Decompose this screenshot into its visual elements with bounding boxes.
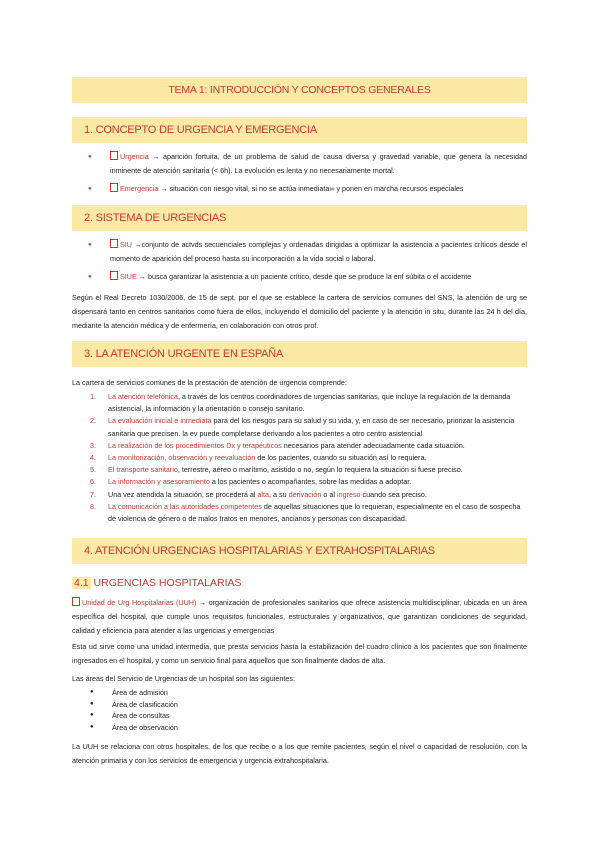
definition-text: → situación con riesgo vital, si no se actúa inmediata∞ y ponen en marcha recursos especiales	[158, 184, 464, 193]
term-uuh: Unidad de Urg Hospitalarias (UUH)	[82, 598, 197, 607]
item-highlight: La atención telefónica	[108, 392, 178, 401]
list-item	[72, 238, 527, 266]
uuh-definition	[72, 596, 527, 638]
definition-text: → organización de profesionales sanitarios que ofrece asistencia multidisciplinar, ubicada en un área específica del hospital, que cumple unos requisitos funcionales, estructurales y organizativos, que garantizan condiciones de seguridad, calidad y eficiencia para atender a las urgencias y emergencias	[72, 598, 527, 635]
item-number: 6.	[90, 477, 96, 487]
list-item	[72, 464, 527, 476]
uuh-paragraph-1: Esta ud sirve como una unidad intermedia, que presta servicios hasta la estabilización del cuadro clínico a los pacientes que son finalmente ingresados en el hospital, y como un servicio final para aquellos que son finalmente dados de alta.	[72, 642, 527, 665]
item-text: cuando sea preciso.	[360, 489, 427, 499]
item-highlight: La evaluación inicial e inmediata	[108, 416, 212, 426]
item-number: 1.	[90, 392, 96, 401]
list-item: ● Área de admisión	[72, 687, 178, 699]
areas-list	[72, 687, 178, 733]
definition-text: → busca garantizar la asistencia a un paciente crítico, desde que se produce la enf súbita o el accidente	[136, 272, 472, 281]
definition-text: → aparición fortuita, de un problema de salud de causa diversa y gravedad variable, que genera la necesidad inminente de atención sanitaria (< 6h). La evolución es lenta y no necesariamente mortal.	[110, 152, 527, 175]
list-item	[72, 476, 527, 488]
section-1-heading: 1. CONCEPTO DE URGENCIA Y EMERGENCIA	[72, 117, 527, 143]
document-title: TEMA 1: INTRODUCCIÓN Y CONCEPTOS GENERALES	[72, 77, 527, 103]
item-highlight: derivación	[288, 489, 322, 499]
list-item	[72, 440, 527, 452]
item-number: 7.	[90, 489, 96, 499]
section-2-list	[72, 238, 527, 288]
item-text: a los pacientes o acompañantes, sobre las medidas a adoptar.	[209, 477, 412, 487]
term-siue: SIUE	[120, 272, 137, 281]
checkbox-icon	[72, 597, 80, 606]
subsection-title: URGENCIAS HOSPITALARIAS	[90, 577, 242, 589]
item-text: , a través de los centros coordinadores de urgencias sanitarias, que incluye la regulación de la demanda asistencial, la información y la orientación o consejo sanitario.	[108, 392, 511, 414]
subsection-number: 4.1	[74, 577, 89, 589]
real-decreto-paragraph: Según el Real Decreto 1030/2006, de 15 de sept, por el que se establece la cartera de servicios comunes del SNS, la atención de urg se dispensará tanto en centros sanitarios como fuera de ellos, incluyendo el domicilio del paciente y la atención in situ, durante las 24 h del día, mediante la atención médica y de enfermería, en colaboración con otros prof.	[72, 293, 527, 330]
section-2-heading: 2. SISTEMA DE URGENCIAS	[72, 205, 527, 231]
item-number: 4.	[90, 453, 96, 463]
item-text: , a su	[269, 489, 289, 499]
item-highlight: La realización de los procedimientos Dx y terapéuticos	[108, 440, 282, 450]
list-item	[72, 150, 527, 178]
checkbox-icon	[110, 151, 118, 160]
checkbox-icon	[110, 239, 118, 248]
list-item: ● Área de observación	[72, 722, 178, 734]
item-text: , terrestre, aéreo o marítimo, asistido o no, según lo requiera la situación si fuese preciso.	[177, 465, 463, 475]
item-text: Una vez atendida la situación, se procederá al	[108, 489, 258, 499]
item-text: de aquellas situaciones que lo requieran, especialmente en el caso de sospecha de violencia de género o de malos tratos en menores, ancianos y personas con discapacidad.	[108, 501, 521, 524]
term-urgencia: Urgencia	[120, 152, 149, 161]
checkbox-icon	[110, 271, 118, 280]
term-emergencia: Emergencia	[120, 184, 159, 193]
list-item	[72, 270, 527, 284]
item-highlight: ingreso	[336, 489, 361, 499]
subsection-4-1-heading	[72, 575, 242, 591]
term-siu: SIU	[120, 240, 132, 249]
item-number: 8.	[90, 501, 96, 511]
list-item	[72, 391, 527, 415]
list-item: ● Área de clasificación	[72, 699, 178, 711]
item-text: para del los riesgos para su salud y su vida, y, en caso de ser necesario, priorizar la asistencia sanitaria que precisen. la ev puede completarse derivando a los pacientes a otro centro asistencial	[108, 416, 515, 438]
item-text: de los pacientes, cuando su situación así lo requiera.	[255, 453, 427, 463]
item-highlight: La monitorización, observación y reevaluación	[108, 453, 256, 463]
services-list	[72, 391, 527, 525]
list-item	[72, 415, 527, 439]
list-item: ● Área de consultas	[72, 710, 178, 722]
item-highlight: El transporte sanitario	[108, 465, 178, 475]
item-text: necesarios para atender adecuadamente cada situación.	[281, 440, 465, 450]
uuh-paragraph-3: La UUH se relaciona con otros hospitales, de los que recibe o a los que remite pacientes, según el nivel o capacidad de resolución, con la atención primaria y con los servicios de emergencia y urgencia extrahospitalaria.	[72, 742, 527, 765]
item-number: 2.	[90, 416, 96, 426]
item-number: 3.	[90, 440, 96, 450]
list-item	[72, 182, 527, 196]
item-text: o al	[321, 489, 337, 499]
section-3-intro: La cartera de servicios comunes de la prestación de atención de urgencia comprende:	[72, 378, 347, 387]
item-highlight: alta	[257, 489, 270, 499]
list-item	[72, 452, 527, 464]
list-item	[72, 501, 527, 525]
item-highlight: La comunicación a las autoridades competentes	[108, 501, 262, 511]
uuh-paragraph-2: Las áreas del Servicio de Urgencias de un hospital son las siguientes:	[72, 674, 295, 683]
section-4-heading: 4. ATENCIÓN URGENCIAS HOSPITALARIAS Y EXTRAHOSPITALARIAS	[72, 538, 527, 564]
item-highlight: La información y asesoramiento	[108, 477, 210, 487]
section-1-list	[72, 150, 527, 200]
item-number: 5.	[90, 465, 96, 475]
checkbox-icon	[110, 183, 118, 192]
list-item	[72, 489, 527, 501]
definition-text: →conjunto de actvds secuenciales complejas y ordenadas dirigidas a optimizar la asistencia a pacientes críticos desde el momento de aparición del proceso hasta su incorporación a la vida social o laboral.	[110, 240, 527, 263]
section-3-heading: 3. LA ATENCIÓN URGENTE EN ESPAÑA	[72, 341, 527, 367]
